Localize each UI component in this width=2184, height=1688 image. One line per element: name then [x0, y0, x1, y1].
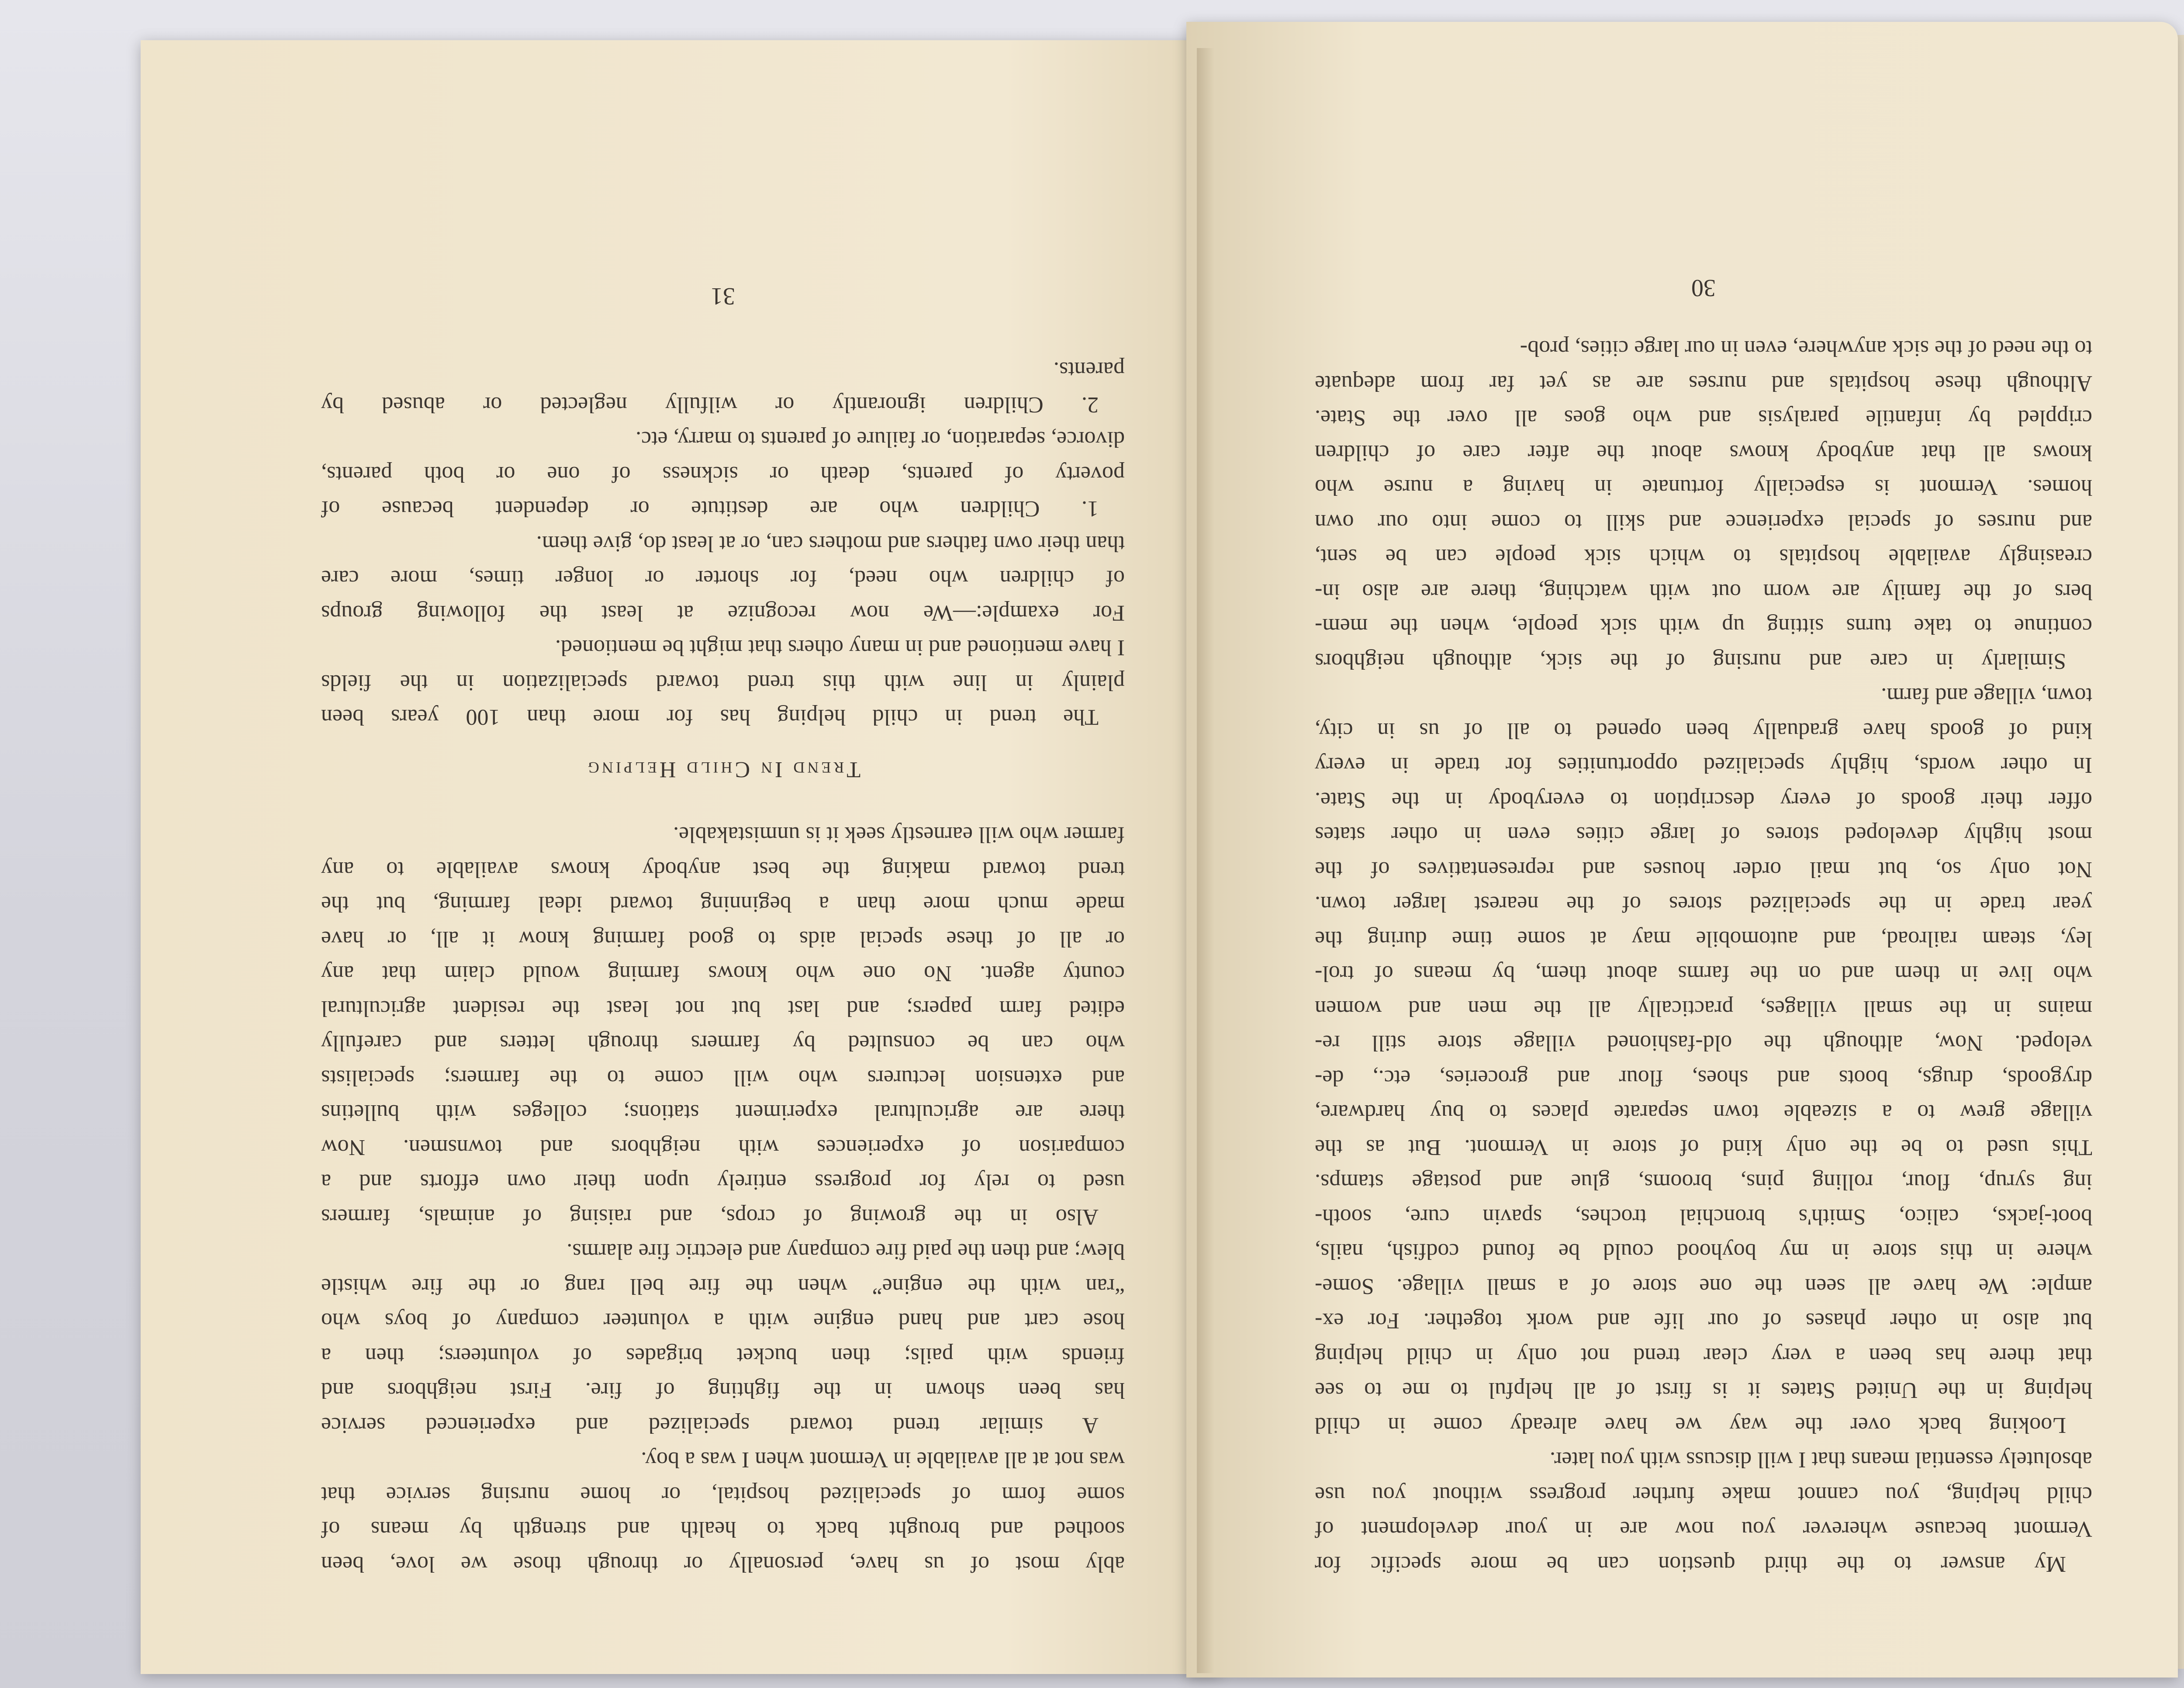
text-line: edited farm papers; and last but not least the resident agricultural: [321, 996, 1125, 1021]
page-number-right: 30: [1691, 274, 1716, 301]
text-line: that there has been a very clear trend not only in child helping: [1315, 1343, 2092, 1368]
text-line: ably most of us have, personally or through those we love, been: [321, 1552, 1125, 1577]
text-line: Looking back over the way we have already come in child: [1315, 1413, 2066, 1438]
text-line: farmer who will earnestly seek it is unmistakable.: [673, 822, 1125, 847]
text-line: who live in them and on the farms about them, by means of trol-: [1315, 961, 2092, 986]
right-page-body: [1315, 331, 2092, 1581]
page-stack-edge: [2177, 35, 2184, 1669]
text-line: soothed and brought back to health and strength by means of: [321, 1517, 1125, 1542]
text-line: The trend in child helping has for more than 100 years been: [321, 705, 1099, 730]
text-line: village grew to a sizeable town separate places to buy hardware,: [1315, 1100, 2092, 1125]
text-line: or all of these special aids to good farming know it all, or have: [321, 927, 1125, 951]
text-line: veloped. Now, although the old-fashioned village store still re-: [1315, 1031, 2092, 1056]
text-line: In other words, highly specialized opportunities for trade in every: [1315, 753, 2092, 778]
text-line: plainly in line with this trend toward specialization in the fields: [321, 670, 1125, 695]
text-line: child helping, you cannot make further progress without you use: [1315, 1482, 2092, 1507]
text-line: comparison of experiences with neighbors and townsmen. Now: [321, 1135, 1125, 1160]
text-line: poverty of parents, death or sickness of one or both parents,: [321, 462, 1125, 487]
text-line: and extension lecturers who will come to the farmers; specialists: [321, 1065, 1125, 1090]
book-gutter: [1197, 48, 1214, 1673]
text-line: This used to be the only kind of store in Vermont. But as the: [1315, 1135, 2092, 1160]
text-line: bers of the family are worn out with watching, there are also in-: [1315, 579, 2092, 604]
text-line: offer their goods of every description to everybody in the State.: [1315, 788, 2092, 813]
text-line: parents.: [1053, 357, 1125, 383]
text-line: some form of specialized hospital, or home nursing service that: [321, 1482, 1125, 1507]
page-number-left: 31: [711, 283, 735, 310]
left-page-text: [321, 227, 1125, 1581]
text-line: “ran with the engine” when the fire bell rang or the fire whistle: [321, 1274, 1125, 1299]
text-line: but also in other phases of our life and work together. For ex-: [1315, 1308, 2092, 1334]
text-line: 2. Children ignorantly or wilfully neglected or abused by: [321, 392, 1099, 417]
left-page-body-top: [321, 817, 1125, 1581]
text-line: there are agricultural experiment stations; colleges with bulletins: [321, 1100, 1125, 1125]
section-heading: Trend In Child Helping: [585, 757, 861, 782]
text-line: ample: We have all seen the one store of a small village. Some-: [1315, 1274, 2092, 1299]
text-line: ley, steam railroad, and automobile may at some time during the: [1315, 927, 2092, 951]
text-line: made much more than a beginning toward ideal farming, but the: [321, 892, 1125, 917]
text-line: year trade in the specialized stores of the nearest larger town.: [1315, 892, 2092, 917]
text-line: where in this store in my boyhood could be found codfish, nails,: [1315, 1239, 2092, 1264]
text-line: My answer to the third question can be more specific for: [1315, 1552, 2066, 1577]
text-line: blew; and then the paid fire company and electric fire alarms.: [567, 1239, 1125, 1264]
text-line: Although these hospitals and nurses are as yet far from adequate: [1315, 371, 2092, 396]
text-line: who can be consulted by farmers through letters and carefully: [321, 1031, 1125, 1056]
text-line: town, village and farm.: [1881, 683, 2092, 709]
text-line: trend toward making the best anybody knows available to any: [321, 857, 1125, 882]
text-line: hose cart and hand engine with a volunteer company of boys who: [321, 1308, 1125, 1334]
text-line: For example:—We now recognize at least the following groups: [321, 601, 1125, 626]
text-line: used to rely for progress entirely upon their own efforts and a: [321, 1169, 1125, 1195]
text-line: helping in the United States it is first of all helpful to me to see: [1315, 1378, 2092, 1403]
text-line: kind of goods have gradually been opened to all of us in city,: [1315, 718, 2092, 743]
right-page-text: [1315, 245, 2092, 1581]
text-line: and nurses of special experience and skill to come into our own: [1315, 510, 2092, 535]
text-line: of children who need, for shorter or longer times, more care: [321, 566, 1125, 591]
text-line: to the need of the sick anywhere, even in our large cities, prob-: [1520, 336, 2092, 361]
text-line: homes. Vermont is especially fortunate in having a nurse who: [1315, 475, 2092, 500]
text-line: crippled by infantile paralysis and who goes all over the State.: [1315, 405, 2092, 431]
text-line: continue to take turns sitting up with sick people, when the mem-: [1315, 614, 2092, 639]
text-line: absolutely essential means that I will discuss with you later.: [1549, 1447, 2092, 1473]
text-line: most highly developed stores of large cities even in other states: [1315, 822, 2092, 847]
text-line: was not at all available in Vermont when I was a boy.: [641, 1447, 1125, 1473]
left-page-body-bottom: [321, 353, 1125, 735]
text-line: drygoods, drugs, boots and shoes, flour and groceries, etc., de-: [1315, 1065, 2092, 1090]
text-line: than their own fathers and mothers can, or at least do, give them.: [536, 531, 1125, 556]
text-line: county agent. No one who knows farming would claim that any: [321, 961, 1125, 986]
text-line: 1. Children who are destitute or dependent because of: [321, 496, 1099, 522]
text-line: Also in the growing of crops, and raising of animals, farmers: [321, 1204, 1099, 1229]
text-line: Similarly in care and nursing of the sick, although neighbors: [1315, 649, 2066, 674]
text-line: ing syrup, flour, rolling pins, brooms, glue and postage stamps.: [1315, 1169, 2092, 1195]
text-line: has been shown in the fighting of fire. First neighbors and: [321, 1378, 1125, 1403]
text-line: friends with pails; then bucket brigades of volunteers; then a: [321, 1343, 1125, 1368]
text-line: Vermont because wherever you now are in your development of: [1315, 1517, 2092, 1542]
text-line: I have mentioned and in many others that might be mentioned.: [555, 635, 1125, 661]
text-line: mains in the small villages, practically all the men and women: [1315, 996, 2092, 1021]
text-line: creasingly available hospitals to which sick people can be sent,: [1315, 544, 2092, 570]
text-line: divorce, separation, or failure of parents to marry, etc.: [636, 427, 1125, 452]
text-line: Not only so, but mail order houses and representatives of the: [1315, 857, 2092, 882]
text-line: boot-jacks, calico, Smith's bronchial troches, spavin cure, sooth-: [1315, 1204, 2092, 1229]
text-line: A similar trend toward specialized and experienced service: [321, 1413, 1099, 1438]
text-line: knows all that anybody knows about the after care of children: [1315, 440, 2092, 465]
